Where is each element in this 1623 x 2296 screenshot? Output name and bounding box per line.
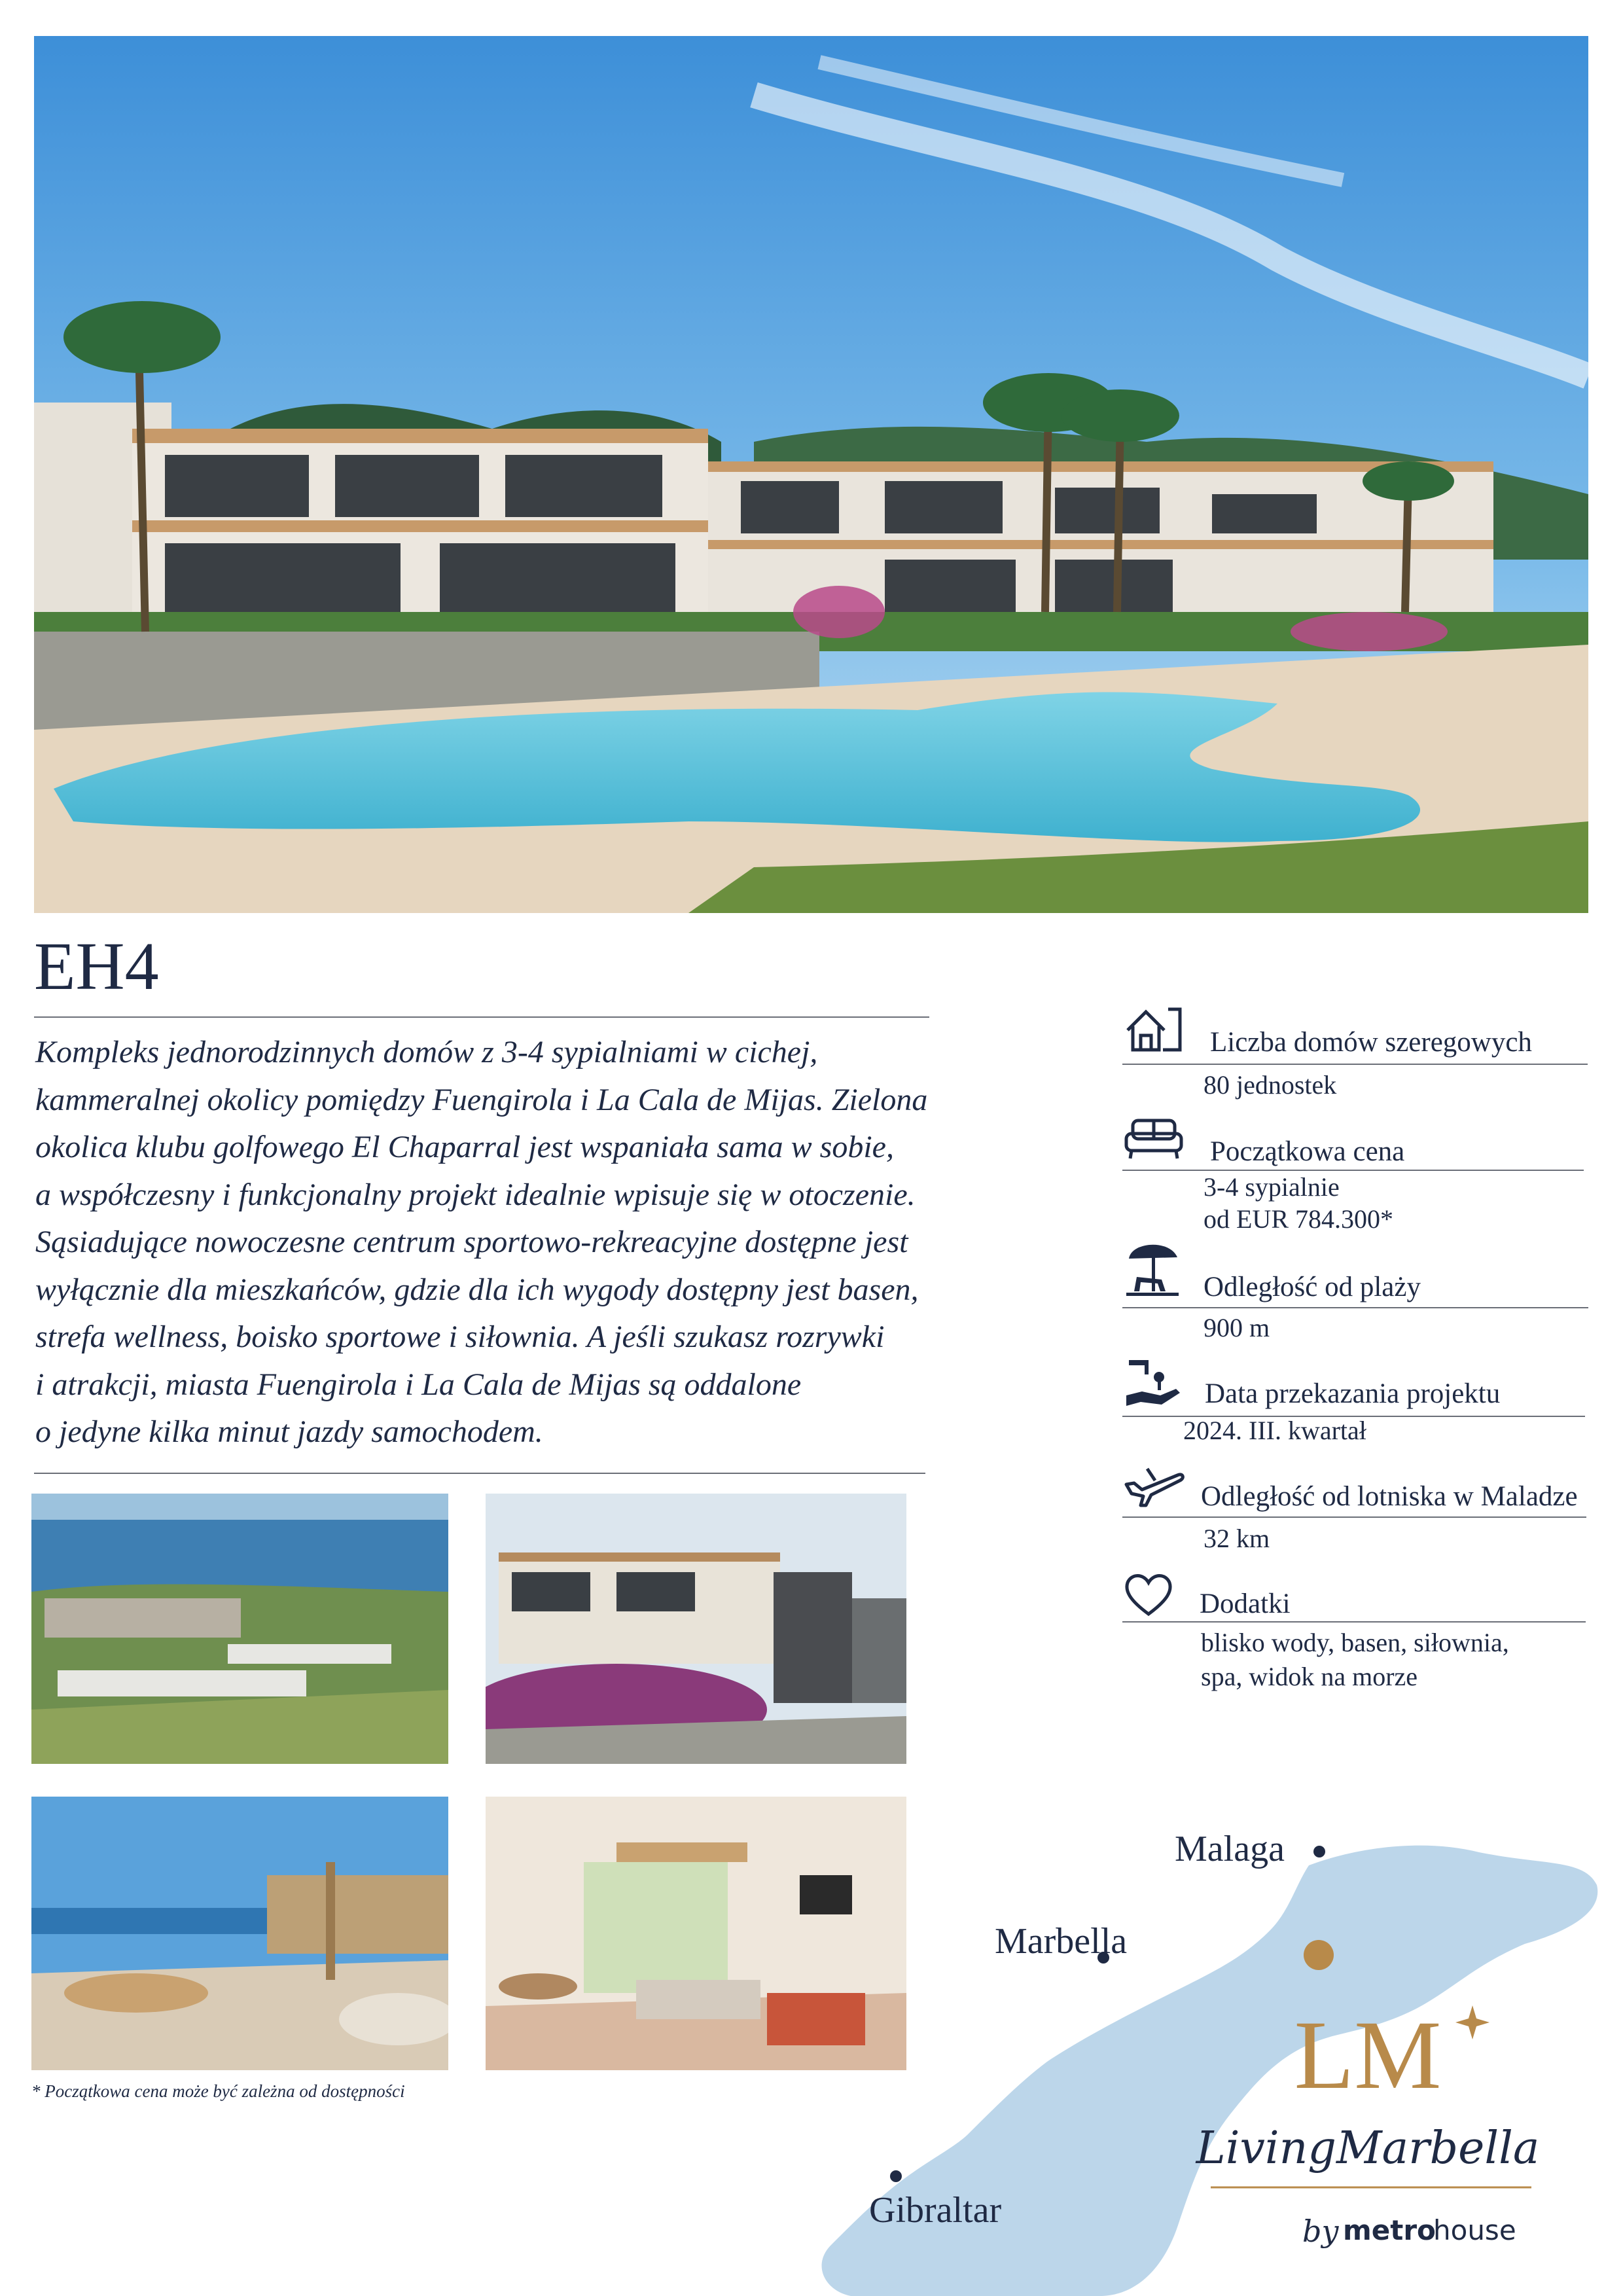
info-value-bedrooms: 3-4 sypialnie [1204, 1172, 1340, 1202]
price-footnote: * Początkowa cena może być zależna od dostępności [31, 2081, 405, 2101]
map-label-malaga: Malaga [1175, 1829, 1285, 1869]
map-label-marbella: Marbella [995, 1921, 1128, 1962]
info-label-price: Początkowa cena [1210, 1136, 1405, 1167]
info-value-airport: 32 km [1204, 1524, 1270, 1553]
gallery-photo-aerial-view [31, 1494, 448, 1764]
info-value-extras: blisko wody, basen, siłownia, [1201, 1628, 1509, 1657]
info-value-extras: spa, widok na morze [1201, 1662, 1418, 1691]
house-icon [1122, 1003, 1185, 1055]
info-value-units: 80 jednostek [1204, 1070, 1337, 1100]
info-label-airport: Odległość od lotniska w Maladze [1201, 1481, 1578, 1512]
key-handover-icon [1122, 1355, 1185, 1415]
info-label-extras: Dodatki [1200, 1588, 1291, 1619]
gallery-photo-terrace-sea-view [31, 1797, 448, 2070]
heart-icon [1122, 1571, 1175, 1618]
property-description [35, 1029, 952, 1456]
hero-image [34, 36, 1588, 913]
svg-text:LM: LM [1294, 2001, 1442, 2109]
living-marbella-logo [1152, 1996, 1584, 2271]
info-divider [1122, 1516, 1586, 1518]
info-value-handover: 2024. III. kwartał [1183, 1416, 1366, 1445]
info-label-handover: Data przekazania projektu [1205, 1378, 1501, 1409]
info-divider [1122, 1621, 1586, 1623]
map-label-gibraltar: Gibraltar [869, 2190, 1002, 2231]
description-divider [34, 1473, 925, 1474]
svg-text:house: house [1433, 2214, 1516, 2246]
description-line: wyłącznie dla mieszkańców, gdzie dla ich wygody dostępny jest basen, [35, 1272, 919, 1307]
info-divider [1122, 1307, 1588, 1308]
info-value-beach: 900 m [1204, 1313, 1270, 1342]
info-divider [1122, 1170, 1584, 1171]
description-line: Sąsiadujące nowoczesne centrum sportowo-rekreacyjne dostępne jest [35, 1225, 908, 1259]
description-line: strefa wellness, boisko sportowe i siłownia. A jeśli szukasz rozrywki [35, 1319, 885, 1354]
sofa-icon [1122, 1113, 1185, 1165]
description-line: kammeralnej okolicy pomiędzy Fuengirola i La Cala de Mijas. Zielona [35, 1082, 928, 1117]
description-line: o jedyne kilka minut jazdy samochodem. [35, 1414, 543, 1449]
info-value-price: od EUR 784.300* [1204, 1204, 1393, 1234]
property-title: EH4 [34, 929, 159, 1004]
description-line: okolica klubu golfowego El Chaparral jest wspaniała sama w sobie, [35, 1130, 894, 1164]
title-divider [34, 1016, 929, 1018]
svg-text:by: by [1302, 2214, 1339, 2249]
description-line: i atrakcji, miasta Fuengirola i La Cala de Mijas są oddalone [35, 1367, 802, 1402]
description-line: a współczesny i funkcjonalny projekt idealnie wpisuje się w otoczenie. [35, 1177, 916, 1212]
beach-umbrella-icon [1122, 1234, 1185, 1299]
gallery-photo-terraced-houses [486, 1494, 906, 1764]
airplane-icon [1122, 1460, 1185, 1512]
svg-text:metro: metro [1343, 2214, 1436, 2246]
info-divider [1122, 1064, 1588, 1065]
svg-text:LivingMarbella: LivingMarbella [1196, 2123, 1540, 2174]
info-label-beach: Odległość od plaży [1204, 1272, 1421, 1302]
info-label-units: Liczba domów szeregowych [1210, 1027, 1532, 1058]
description-line: Kompleks jednorodzinnych domów z 3-4 sypialniami w cichej, [35, 1035, 818, 1069]
